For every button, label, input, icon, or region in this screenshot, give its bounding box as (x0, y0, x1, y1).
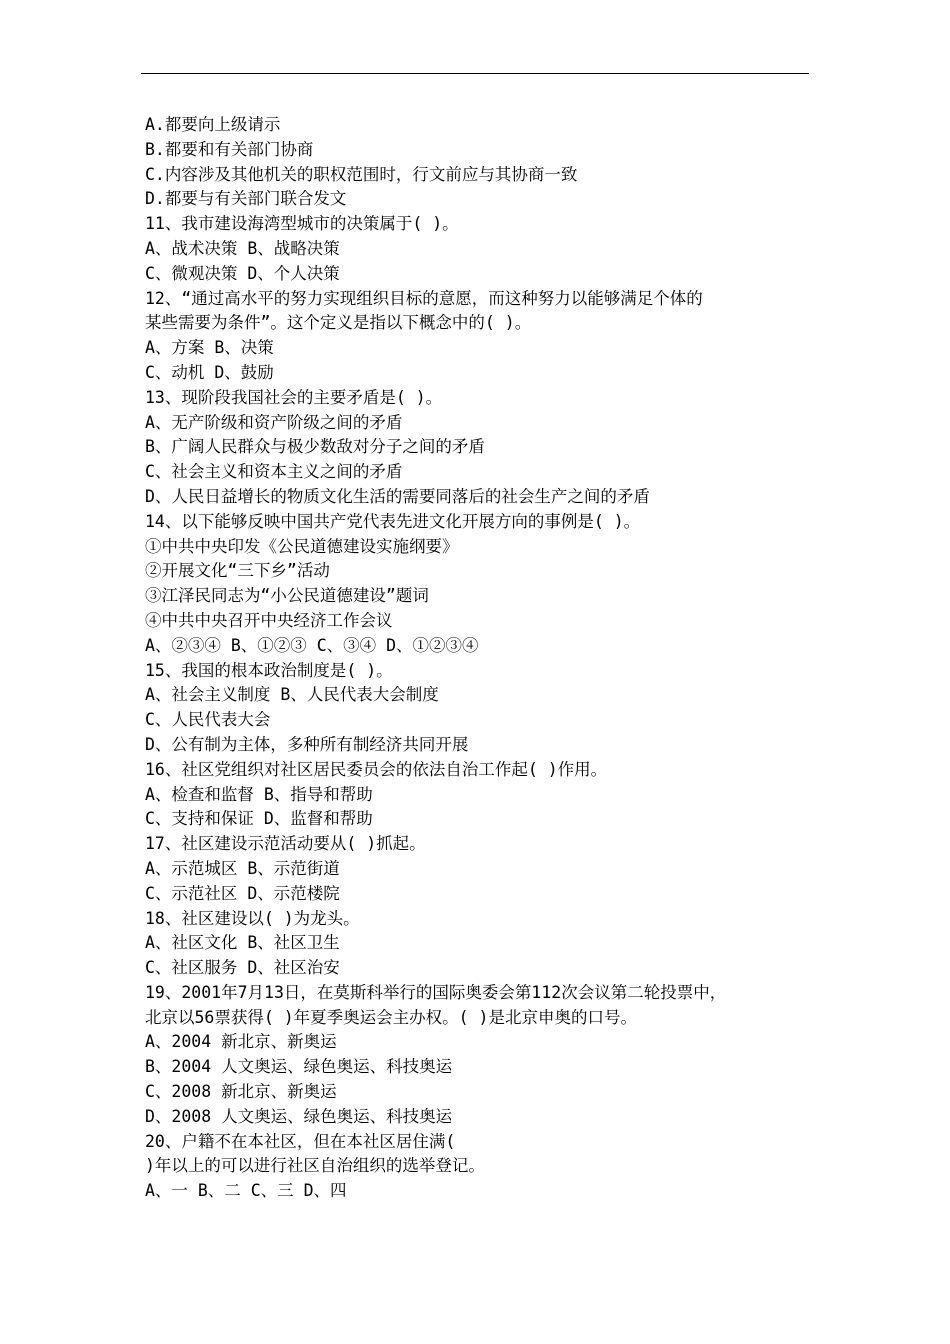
text-line: C、人民代表大会 (145, 710, 271, 730)
text-line: )年以上的可以进行社区自治组织的选举登记。 (145, 1156, 485, 1176)
question-line: 12、“通过高水平的努力实现组织目标的意愿，而这种努力以能够满足个体的 (145, 288, 703, 308)
text-line: ③江泽民同志为“小公民道德建设”题词 (145, 586, 429, 606)
text-line: C、示范社区 D、示范楼院 (145, 883, 340, 903)
text-line: C.内容涉及其他机关的职权范围时，行文前应与其协商一致 (145, 164, 578, 184)
header-rule (141, 73, 809, 74)
question-line: 19、2001年7月13日，在莫斯科举行的国际奥委会第112次会议第二轮投票中， (145, 982, 727, 1002)
text-line: 某些需要为条件”。这个定义是指以下概念中的( )。 (145, 313, 532, 333)
text-line: B.都要和有关部门协商 (145, 139, 314, 159)
text-line: C、社会主义和资本主义之间的矛盾 (145, 462, 403, 482)
question-line: 14、以下能够反映中国共产党代表先进文化开展方向的事例是( )。 (145, 511, 641, 531)
text-line: B、2004 人文奥运、绿色奥运、科技奥运 (145, 1057, 453, 1077)
text-line: B、广阔人民群众与极少数敌对分子之间的矛盾 (145, 437, 485, 457)
text-line: C、社区服务 D、社区治安 (145, 958, 340, 978)
question-line: 11、我市建设海湾型城市的决策属于( )。 (145, 214, 459, 234)
text-line: A.都要向上级请示 (145, 115, 281, 134)
text-line: A、②③④ B、①②③ C、③④ D、①②③④ (145, 635, 479, 655)
text-line: C、微观决策 D、个人决策 (145, 263, 340, 283)
text-line: A、方案 B、决策 (145, 338, 274, 358)
question-line: 18、社区建设以( )为龙头。 (145, 908, 360, 928)
question-line: 17、社区建设示范活动要从( )抓起。 (145, 834, 426, 854)
text-line: A、一 B、二 C、三 D、四 (145, 1181, 347, 1201)
question-line: 13、现阶段我国社会的主要矛盾是( )。 (145, 387, 443, 407)
text-line: ④中共中央召开中央经济工作会议 (145, 610, 393, 630)
question-line: 15、我国的根本政治制度是( )。 (145, 660, 393, 680)
text-line: A、2004 新北京、新奥运 (145, 1032, 337, 1052)
text-line: A、示范城区 B、示范街道 (145, 858, 340, 878)
question-line: 16、社区党组织对社区居民委员会的依法自治工作起( )作用。 (145, 759, 608, 779)
text-line: ②开展文化“三下乡”活动 (145, 561, 330, 581)
text-line: ①中共中央印发《公民道德建设实施纲要》 (145, 536, 459, 556)
text-line: A、检查和监督 B、指导和帮助 (145, 784, 373, 804)
text-line: A、无产阶级和资产阶级之间的矛盾 (145, 412, 403, 432)
text-line: C、动机 D、鼓励 (145, 362, 274, 382)
question-line: 20、户籍不在本社区，但在本社区居住满( (145, 1131, 456, 1151)
text-line: D、2008 人文奥运、绿色奥运、科技奥运 (145, 1106, 453, 1126)
text-line: A、战术决策 B、战略决策 (145, 238, 340, 258)
text-line: 北京以56票获得( )年夏季奥运会主办权。( )是北京申奥的口号。 (145, 1007, 637, 1027)
text-line: D.都要与有关部门联合发文 (145, 189, 347, 209)
text-line: A、社区文化 B、社区卫生 (145, 933, 340, 953)
text-line: C、2008 新北京、新奥运 (145, 1082, 337, 1102)
text-line: C、支持和保证 D、监督和帮助 (145, 809, 373, 829)
text-line: D、人民日益增长的物质文化生活的需要同落后的社会生产之间的矛盾 (145, 486, 650, 506)
document-body (145, 113, 810, 1204)
text-line: D、公有制为主体，多种所有制经济共同开展 (145, 734, 469, 754)
text-line: A、社会主义制度 B、人民代表大会制度 (145, 685, 439, 705)
